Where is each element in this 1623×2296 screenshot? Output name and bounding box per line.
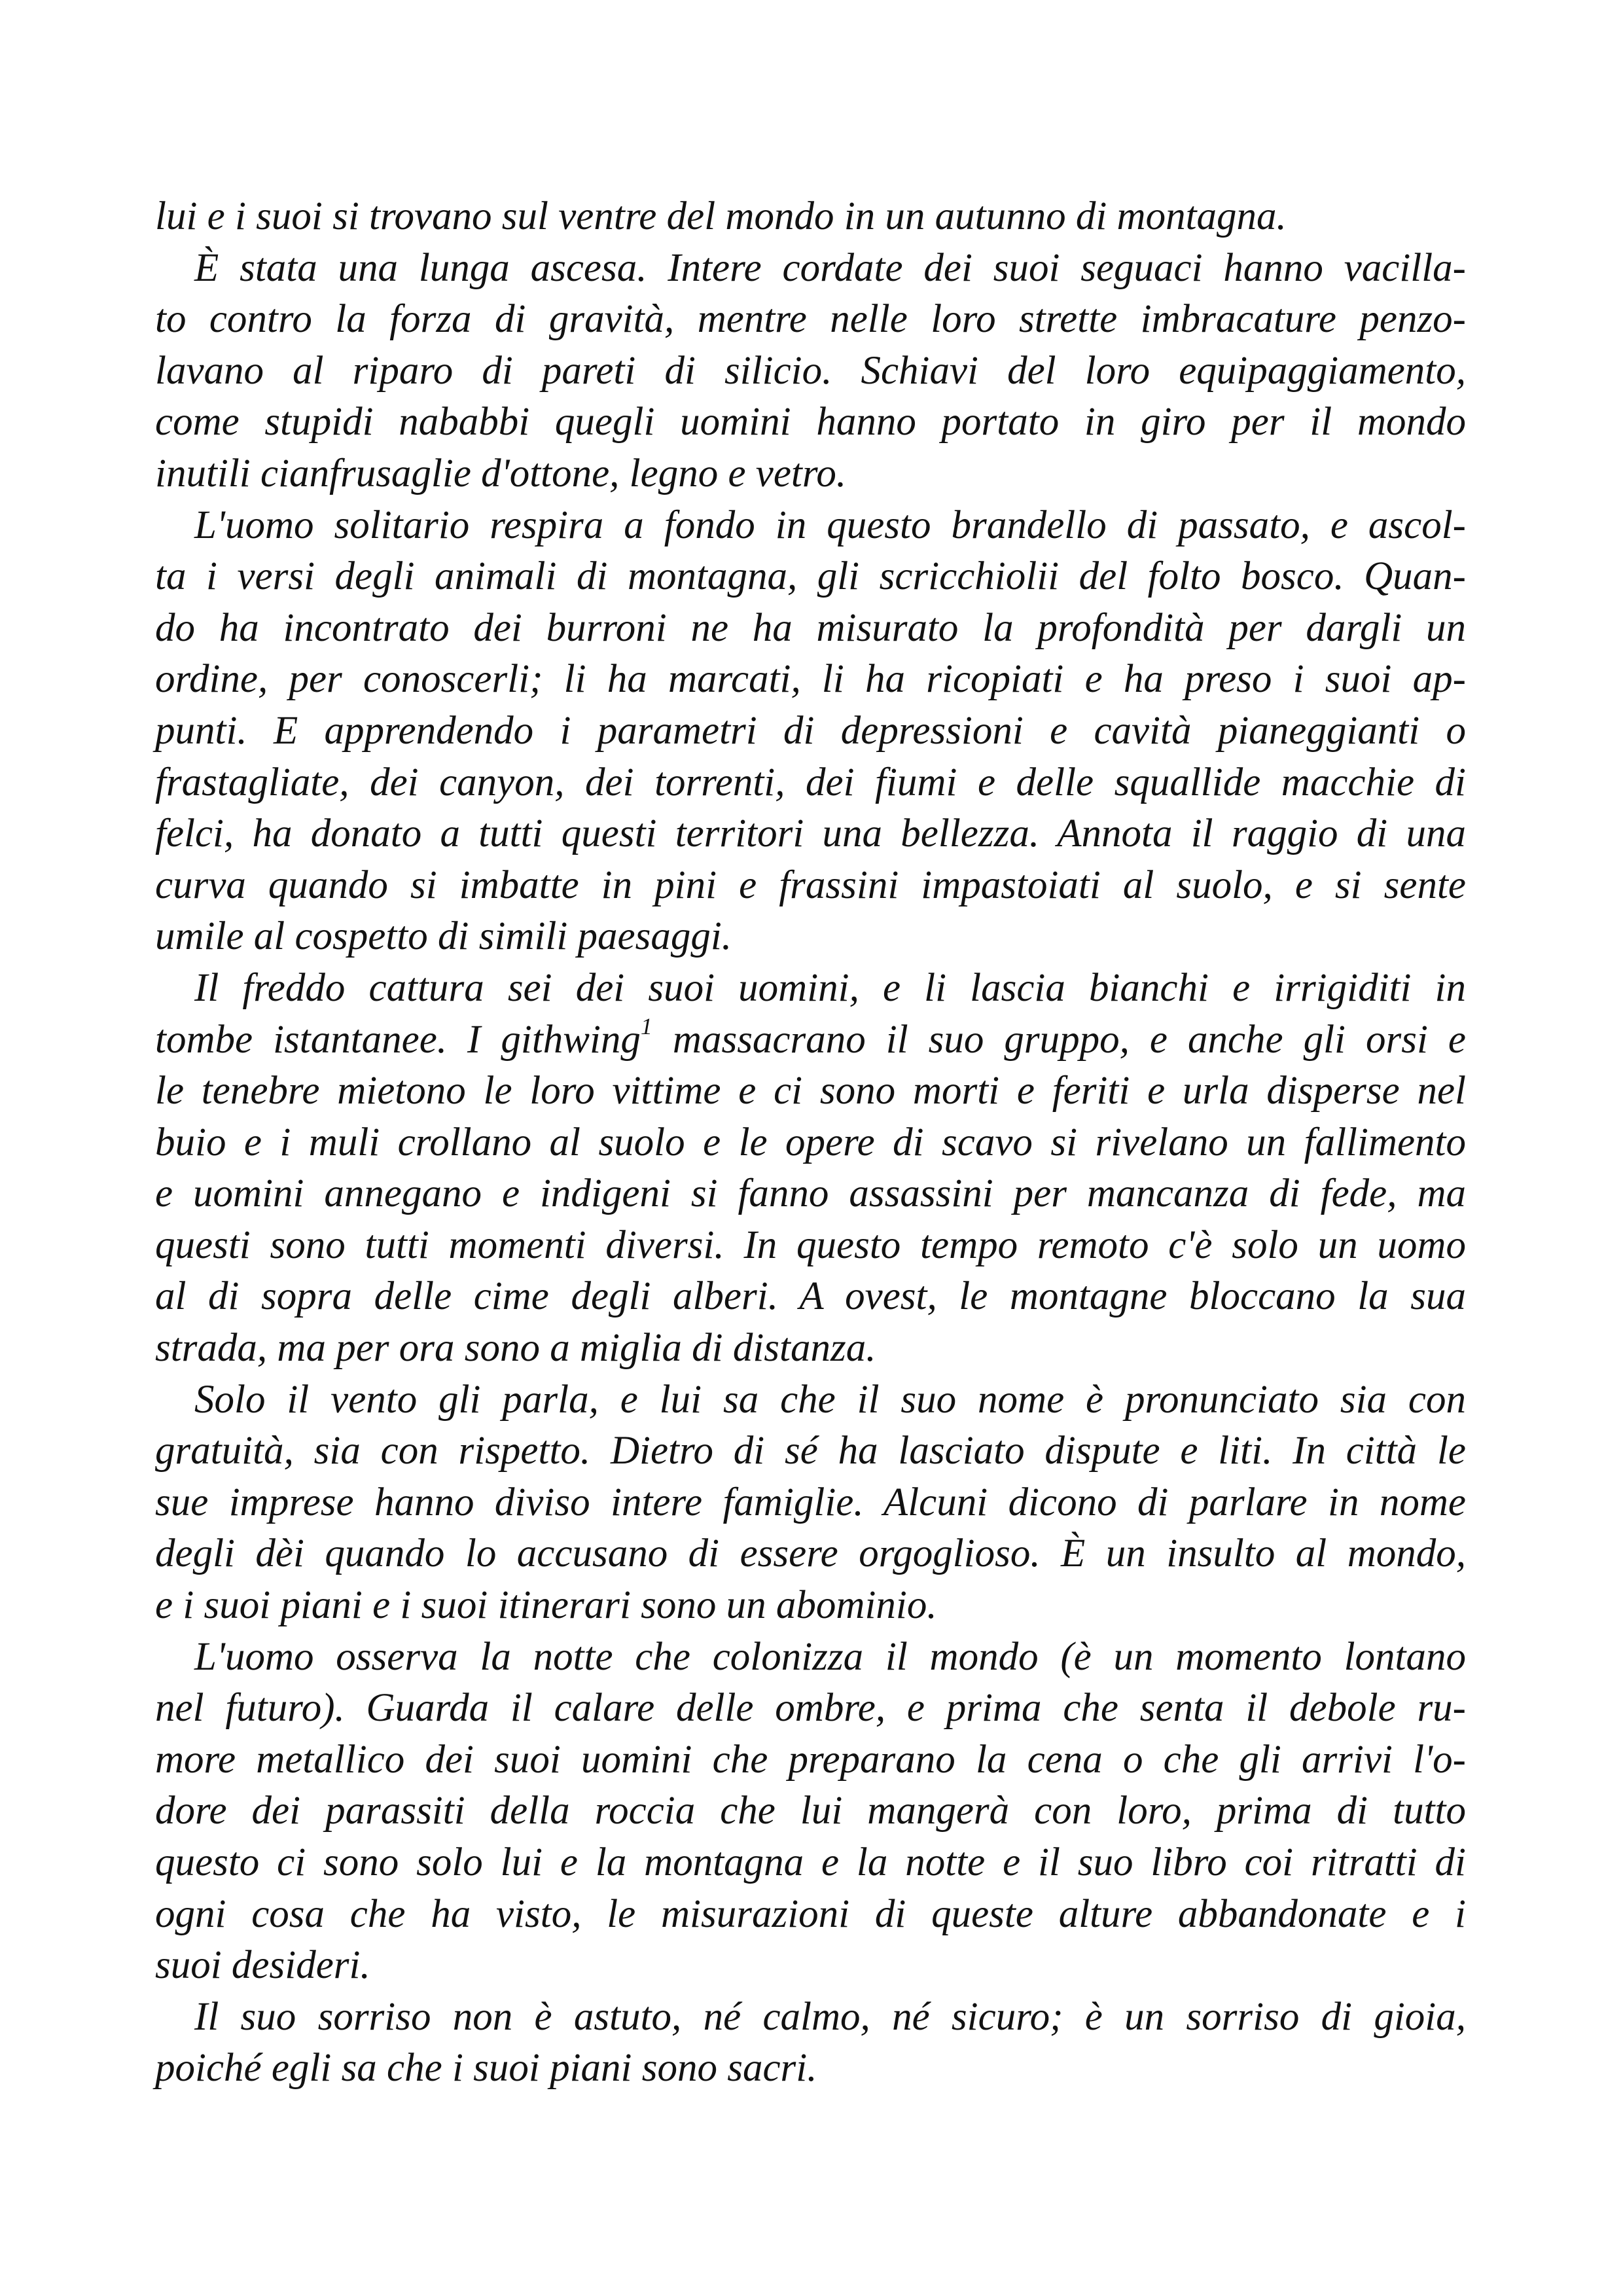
text-fragment: tombe istantanee. I githwing [155, 1017, 641, 1062]
text-line [155, 1014, 1466, 1066]
text-line: sue imprese hanno diviso intere famiglie. Alcuni dicono di parlare in nome [155, 1480, 1466, 1524]
text-line: gratuità, sia con rispetto. Dietro di sé ha lasciato dispute e liti. In città le [155, 1429, 1466, 1473]
text-line: L'uomo osserva la notte che colonizza il mondo (è un momento lontano [194, 1634, 1466, 1679]
text-line: felci, ha donato a tutti questi territori una bellezza. Annota il raggio di una [155, 812, 1466, 856]
text-line: umile al cospetto di simili paesaggi. [155, 914, 732, 959]
paragraph [155, 963, 1466, 1374]
paragraph [155, 1374, 1466, 1632]
text-line: le tenebre mietono le loro vittime e ci sono morti e feriti e urla disperse nel [155, 1069, 1466, 1113]
paragraph [155, 243, 1466, 500]
text-line: È stata una lunga ascesa. Intere cordate dei suoi seguaci hanno vacilla- [194, 245, 1466, 290]
text-line: al di sopra delle cime degli alberi. A ovest, le montagne bloccano la sua [155, 1274, 1466, 1319]
text-line: nel futuro). Guarda il calare delle ombre, e prima che senta il debole ru- [155, 1686, 1466, 1731]
text-line: lavano al riparo di pareti di silicio. Schiavi del loro equipaggiamento, [155, 348, 1466, 393]
text-line: curva quando si imbatte in pini e frassini impastoiati al suolo, e si sente [155, 863, 1466, 907]
text-line: Il freddo cattura sei dei suoi uomini, e li lascia bianchi e irrigiditi in [194, 965, 1466, 1010]
paragraph [155, 1992, 1466, 2094]
text-line: do ha incontrato dei burroni ne ha misurato la profondità per dargli un [155, 605, 1466, 650]
text-line: suoi desideri. [155, 1943, 370, 1988]
text-line: Solo il vento gli parla, e lui sa che il suo nome è pronunciato sia con [194, 1377, 1466, 1422]
text-line: inutili cianfrusaglie d'ottone, legno e vetro. [155, 451, 847, 495]
text-line: e uomini annegano e indigeni si fanno assassini per mancanza di fede, ma [155, 1172, 1466, 1216]
paragraph [155, 1632, 1466, 1992]
text-line: come stupidi nababbi quegli uomini hanno portato in giro per il mondo [155, 400, 1466, 444]
footnote-marker: 1 [640, 1013, 652, 1039]
text-fragment: massacrano il suo gruppo, e anche gli orsi e [652, 1017, 1466, 1062]
text-line: buio e i muli crollano al suolo e le opere di scavo si rivelano un fallimento [155, 1120, 1466, 1164]
text-line: dore dei parassiti della roccia che lui mangerà con loro, prima di tutto [155, 1789, 1466, 1833]
text-line: questi sono tutti momenti diversi. In questo tempo remoto c'è solo un uomo [155, 1223, 1466, 1267]
paragraph [155, 500, 1466, 963]
text-line: ordine, per conoscerli; li ha marcati, li ha ricopiati e ha preso i suoi ap- [155, 657, 1466, 702]
text-line: to contro la forza di gravità, mentre nelle loro strette imbracature penzo- [155, 297, 1466, 342]
text-line: ta i versi degli animali di montagna, gli scricchiolii del folto bosco. Quan- [155, 554, 1466, 599]
text-line: Il suo sorriso non è astuto, né calmo, né sicuro; è un sorriso di gioia, [194, 1994, 1466, 2039]
text-line: strada, ma per ora sono a miglia di distanza. [155, 1326, 876, 1371]
text-line: lui e i suoi si trovano sul ventre del mondo in un autunno di montagna. [155, 194, 1287, 238]
text-line: L'uomo solitario respira a fondo in questo brandello di passato, e ascol- [194, 503, 1466, 547]
text-line: degli dèi quando lo accusano di essere orgoglioso. È un insulto al mondo, [155, 1532, 1466, 1576]
text-line: punti. E apprendendo i parametri di depressioni e cavità pianeggianti o [155, 708, 1466, 753]
text-line: poiché egli sa che i suoi piani sono sacri. [155, 2046, 817, 2090]
text-line: frastagliate, dei canyon, dei torrenti, dei fiumi e delle squallide macchie di [155, 760, 1466, 804]
text-line: questo ci sono solo lui e la montagna e la notte e il suo libro coi ritratti di [155, 1840, 1466, 1884]
text-line: more metallico dei suoi uomini che preparano la cena o che gli arrivi l'o- [155, 1737, 1466, 1782]
paragraph [155, 191, 1466, 243]
text-line: e i suoi piani e i suoi itinerari sono un abominio. [155, 1583, 937, 1628]
document-page [155, 191, 1466, 2094]
text-line: ogni cosa che ha visto, le misurazioni di queste alture abbandonate e i [155, 1892, 1466, 1936]
